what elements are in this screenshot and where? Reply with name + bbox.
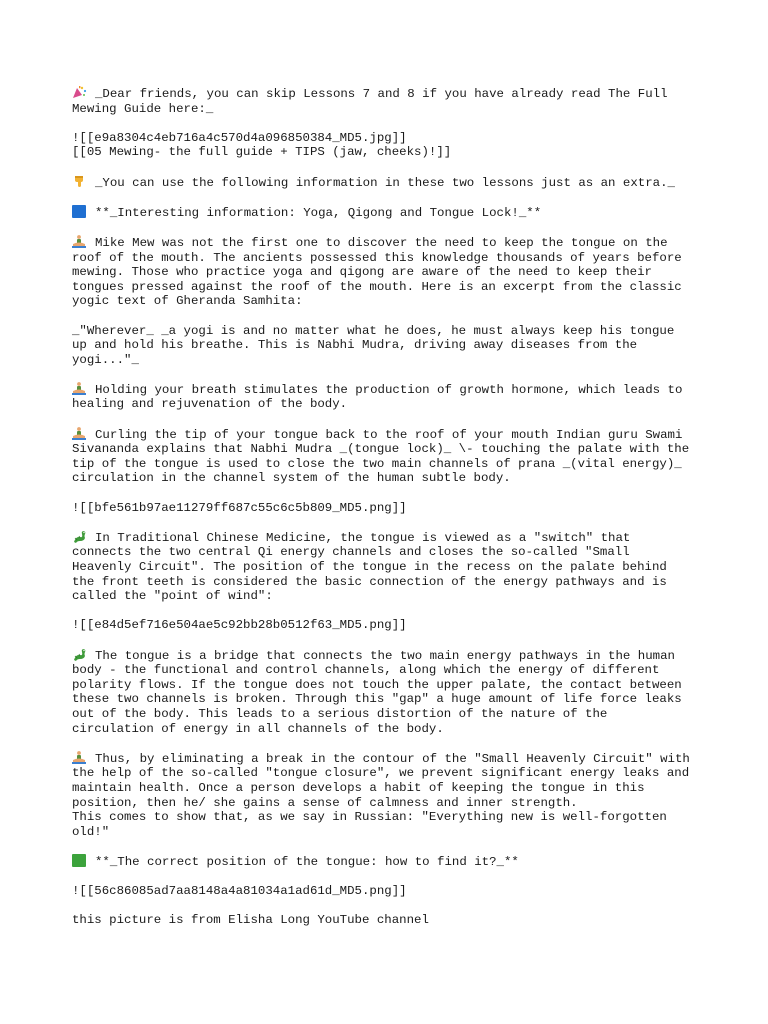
paragraph-quote [72, 324, 712, 368]
paragraph-line [72, 280, 712, 295]
paragraph-line [72, 251, 712, 266]
meditation-icon [72, 382, 87, 395]
paragraph-line [72, 722, 712, 737]
paragraph-line [72, 678, 712, 693]
paragraph-line [72, 457, 712, 472]
paragraph-line [72, 751, 712, 767]
meditation-icon [72, 235, 87, 248]
paragraph-line [72, 618, 712, 633]
paragraph-line [72, 854, 712, 870]
paragraph-heading1 [72, 205, 712, 221]
line-text: ![[56c86085ad7aa8148a4a81034a1ad61d_MD5.png]] [72, 884, 407, 899]
paragraph-line [72, 353, 712, 368]
line-text: called the "point of wind": [72, 589, 273, 604]
paragraph-line [72, 338, 712, 353]
line-text: Sivananda explains that Nabhi Mudra _(tongue lock)_ \- touching the palate with the [72, 442, 690, 457]
paragraph-line [72, 692, 712, 707]
line-text: yogic text of Gheranda Samhita: [72, 294, 303, 309]
line-text: tip of the tongue is used to close the two main channels of prana _(vital energy)_ [72, 456, 682, 471]
paragraph-line [72, 810, 712, 825]
paragraph-line [72, 884, 712, 899]
line-text: roof of the mouth. The ancients possessed this knowledge thousands of years before [72, 250, 682, 265]
dragon-icon [72, 648, 87, 661]
line-text: Curling the tip of your tongue back to the roof of your mouth Indian guru Swami [95, 427, 683, 442]
line-text: This comes to show that, as we say in Russian: "Everything new is well-forgotten [72, 810, 667, 825]
line-text: mewing. Those who practice yoga and qigong are aware of the need to keep their [72, 265, 652, 280]
line-text: yogi..."_ [72, 352, 139, 367]
paragraph-curling [72, 427, 712, 486]
paragraph-credit [72, 913, 712, 928]
paragraph-line [72, 766, 712, 781]
line-text: In Traditional Chinese Medicine, the tongue is viewed as a "switch" that [95, 530, 631, 545]
paragraph-line [72, 294, 712, 309]
line-text: polarity flows. If the tongue does not touch the upper palate, the contact between [72, 677, 682, 692]
line-text: tongues pressed against the roof of the mouth. Here is an excerpt from the classic [72, 279, 682, 294]
line-text: old!" [72, 824, 110, 839]
line-text: The tongue is a bridge that connects the two main energy pathways in the human [95, 648, 675, 663]
paragraph-tcm [72, 530, 712, 604]
paragraph-line [72, 397, 712, 412]
line-text: circulation of energy in all channels of the body. [72, 721, 444, 736]
paragraph-link3 [72, 618, 712, 633]
dragon-icon [72, 530, 87, 543]
line-text: connects the two central Qi energy channels and closes the so-called "Small [72, 545, 630, 560]
paragraph-mew [72, 235, 712, 309]
paragraph-line [72, 471, 712, 486]
line-text: this picture is from Elisha Long YouTube channel [72, 913, 429, 928]
paragraph-line [72, 427, 712, 443]
line-text: the front teeth is considered the basic connection of the energy pathways and is [72, 574, 667, 589]
line-text: **_The correct position of the tongue: how to find it?_** [95, 854, 519, 869]
paragraph-link1 [72, 131, 712, 160]
line-text: healing and rejuvenation of the body. [72, 397, 348, 412]
paragraph-line [72, 825, 712, 840]
line-text: ![[bfe561b97ae11279ff687c55c6c5b809_MD5.png]] [72, 500, 407, 515]
paragraph-line [72, 707, 712, 722]
document-body [72, 86, 712, 942]
paragraph-line [72, 545, 712, 560]
paragraph-line [72, 324, 712, 339]
paragraph-line [72, 560, 712, 575]
paragraph-line [72, 648, 712, 664]
green-square-icon [72, 854, 87, 867]
paragraph-extra [72, 175, 712, 191]
paragraph-line [72, 796, 712, 811]
line-text: maintain health. Once a person develops a habit of keeping the tongue in this [72, 780, 645, 795]
pointing-down-icon [72, 175, 87, 188]
paragraph-line [72, 86, 712, 102]
paragraph-link2 [72, 501, 712, 516]
paragraph-heading2 [72, 854, 712, 870]
line-text: ![[e9a8304c4eb716a4c570d4a096850384_MD5.jpg]] [72, 130, 407, 145]
paragraph-line [72, 530, 712, 546]
paragraph-line [72, 663, 712, 678]
line-text: [[05 Mewing- the full guide + TIPS (jaw, cheeks)!]] [72, 145, 452, 160]
paragraph-link4 [72, 884, 712, 899]
line-text: **_Interesting information: Yoga, Qigong and Tongue Lock!_** [95, 205, 542, 220]
line-text: these two channels is broken. Through this "gap" a huge amount of life force leaks [72, 692, 682, 707]
paragraph-breath [72, 382, 712, 412]
line-text: position, then he/ she gains a sense of calmness and inner strength. [72, 795, 578, 810]
line-text: Thus, by eliminating a break in the contour of the "Small Heavenly Circuit" with [95, 751, 690, 766]
line-text: circulation in the channel system of the human subtle body. [72, 471, 511, 486]
paragraph-line [72, 102, 712, 117]
paragraph-line [72, 131, 712, 146]
line-text: up and hold his breathe. This is Nabhi Mudra, driving away diseases from the [72, 338, 638, 353]
line-text: _You can use the following information in these two lessons just as an extra._ [95, 175, 675, 190]
paragraph-line [72, 501, 712, 516]
paragraph-line [72, 205, 712, 221]
paragraph-line [72, 575, 712, 590]
line-text: ![[e84d5ef716e504ae5c92bb28b0512f63_MD5.png]] [72, 618, 407, 633]
line-text: out of the body. This leads to a serious distortion of the nature of the [72, 706, 608, 721]
paragraph-line [72, 382, 712, 398]
blue-square-icon [72, 205, 87, 218]
paragraph-line [72, 175, 712, 191]
paragraph-intro [72, 86, 712, 116]
line-text: body - the functional and control channels, along which the energy of different [72, 663, 660, 678]
line-text: the help of the so-called "tongue closure", we prevent significant energy leaks and [72, 766, 690, 781]
paragraph-line [72, 145, 712, 160]
line-text: _Dear friends, you can skip Lessons 7 and 8 if you have already read The Full [95, 87, 668, 101]
paragraph-line [72, 265, 712, 280]
line-text: Heavenly Circuit". The position of the tongue in the recess on the palate behind [72, 560, 667, 574]
line-text: _"Wherever_ _a yogi is and no matter what he does, he must always keep his tongue [72, 323, 675, 338]
party-icon [72, 86, 87, 99]
paragraph-thus [72, 751, 712, 840]
line-text: Mike Mew was not the first one to discover the need to keep the tongue on the [95, 235, 668, 250]
paragraph-bridge [72, 648, 712, 737]
paragraph-line [72, 235, 712, 251]
line-text: Holding your breath stimulates the production of growth hormone, which leads to [95, 382, 683, 397]
meditation-icon [72, 427, 87, 440]
line-text: Mewing Guide here:_ [72, 101, 214, 116]
paragraph-line [72, 913, 712, 928]
meditation-icon [72, 751, 87, 764]
paragraph-line [72, 589, 712, 604]
paragraph-line [72, 442, 712, 457]
paragraph-line [72, 781, 712, 796]
